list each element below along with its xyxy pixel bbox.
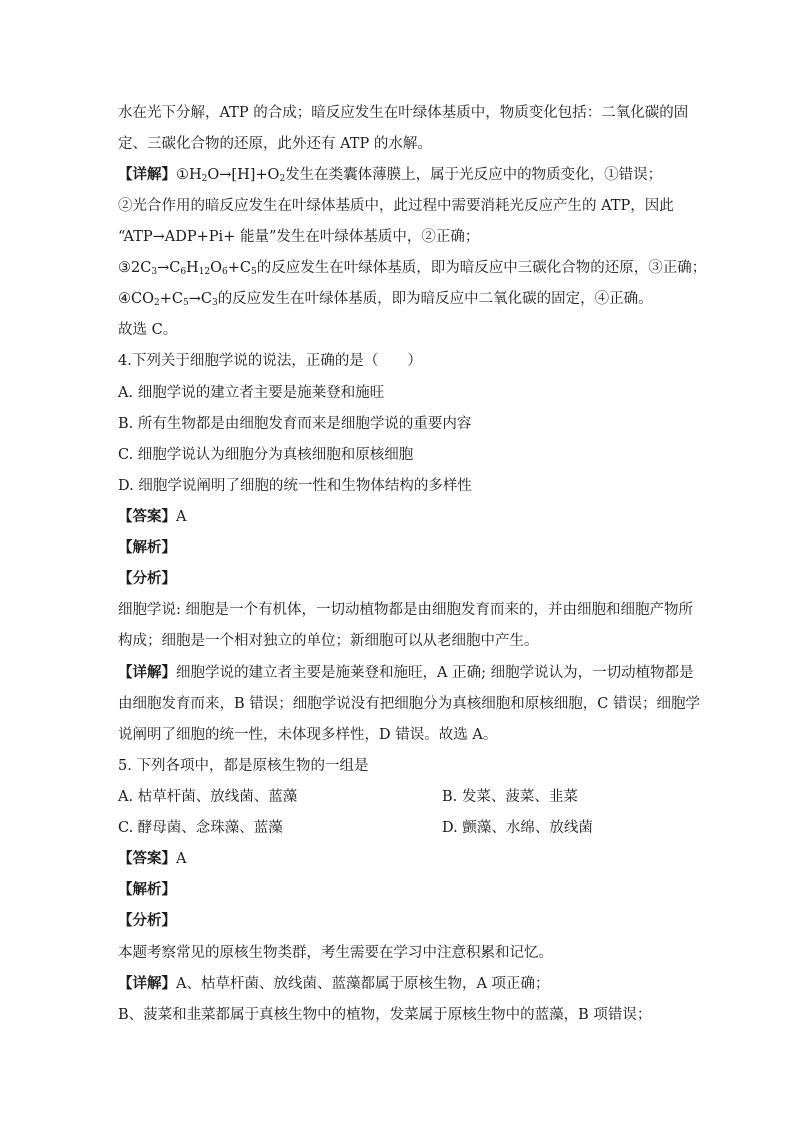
question-5: 5. 下列各项中，都是原核生物的一组是: [118, 758, 369, 774]
text-line: 构成；细胞是一个相对独立的单位；新细胞可以从老细胞中产生。: [118, 633, 539, 649]
formula-text: +C: [227, 260, 252, 276]
subscript: 3: [211, 298, 218, 308]
text-line: ②光合作用的暗反应发生在叶绿体基质中，此过程中需要消耗光反应产生的 ATP，因此: [118, 198, 674, 214]
formula-text: +C: [159, 291, 183, 307]
detail-tag: 【详解】: [118, 975, 176, 992]
answer-line: [118, 849, 186, 869]
text-line: 本题考察常见的原核生物类群，考生需要在学习中注意积累和记忆。: [118, 945, 553, 961]
text: A、枯草杆菌、放线菌、蓝藻都属于原核生物，A 项正确；: [176, 976, 550, 992]
fenxi-tag: 【分析】: [118, 570, 176, 587]
option-d: D. 细胞学说阐明了细胞的统一性和生物体结构的多样性: [118, 478, 472, 494]
option-a: A. 枯草杆菌、放线菌、蓝藻: [118, 789, 298, 805]
text: 发生在类囊体薄膜上，属于光反应中的物质变化，①错误；: [285, 167, 663, 183]
option-b: B. 发菜、菠菜、韭菜: [442, 789, 578, 805]
subscript: 6: [222, 267, 228, 277]
formula-line: [118, 289, 653, 309]
option-b: B. 所有生物都是由细胞发育而来是细胞学说的重要内容: [118, 416, 472, 432]
subscript: 5: [182, 298, 189, 308]
answer-tag: 【答案】: [118, 850, 176, 867]
subscript: 5: [251, 267, 257, 277]
answer-tag: 【答案】: [118, 508, 176, 525]
detail-tag: 【详解】: [118, 166, 176, 183]
subscript: 6: [180, 267, 187, 277]
text-line: “ATP→ADP+Pi+ 能量”发生在叶绿体基质中，②正确；: [118, 229, 480, 245]
subscript: 3: [151, 267, 158, 277]
subscript: 2: [201, 174, 208, 184]
formula-line: [118, 258, 706, 278]
formula-text: O→[H]+O: [207, 167, 280, 183]
text-line: 细胞学说: 细胞是一个有机体，一切动植物都是由细胞发育而来的，并由细胞和细胞产物所: [118, 602, 693, 618]
answer-line: [118, 507, 186, 527]
formula-text: →C: [157, 260, 181, 276]
formula-text: →C: [188, 291, 212, 307]
formula-text: ③2C: [118, 260, 152, 276]
analysis-tag: 【解析】: [118, 539, 176, 556]
text: 细胞学说的建立者主要是施莱登和施旺，A 正确; 细胞学说认为，一切动植物都是: [176, 665, 694, 681]
text-line: 说阐明了细胞的统一性，未体现多样性，D 错误。故选 A。: [118, 727, 498, 743]
subscript: 12: [198, 267, 211, 277]
analysis-tag: 【解析】: [118, 881, 176, 898]
option-d: D. 颤藻、水绵、放线菌: [442, 820, 593, 836]
fenxi-tag: 【分析】: [118, 912, 176, 929]
text: 的反应发生在叶绿体基质，即为暗反应中二氧化碳的固定，④正确。: [217, 291, 653, 307]
detail-line: [118, 165, 662, 185]
text-line: B、菠菜和韭菜都属于真核生物中的植物，发菜属于原核生物中的蓝藻，B 项错误；: [118, 1007, 652, 1023]
detail-line: [118, 663, 694, 683]
option-c: C. 细胞学说认为细胞分为真核细胞和原核细胞: [118, 447, 414, 463]
formula-text: O: [210, 260, 223, 276]
answer-value: A: [176, 509, 187, 525]
text-line: 定、三碳化合物的还原，此外还有 ATP 的水解。: [118, 136, 432, 152]
detail-tag: 【详解】: [118, 664, 176, 681]
detail-line: [118, 974, 550, 994]
text: 的反应发生在叶绿体基质，即为暗反应中三碳化合物的还原，③正确；: [256, 260, 707, 276]
answer-value: A: [176, 851, 187, 867]
text-line: 故选 C。: [118, 322, 178, 338]
option-a: A. 细胞学说的建立者主要是施莱登和施旺: [118, 385, 385, 401]
subscript: 2: [279, 174, 286, 184]
option-c: C. 酵母菌、念珠藻、蓝藻: [118, 820, 283, 836]
formula-text: ①H: [176, 167, 202, 183]
question-4: 4.下列关于细胞学说的说法，正确的是（ ）: [118, 353, 422, 369]
formula-text: ④CO: [118, 291, 154, 307]
subscript: 2: [153, 298, 160, 308]
formula-text: H: [186, 260, 199, 276]
text-line: 由细胞发育而来，B 错误；细胞学说没有把细胞分为真核细胞和原核细胞，C 错误；细胞学: [118, 696, 700, 712]
text-line: 水在光下分解，ATP 的合成；暗反应发生在叶绿体基质中，物质变化包括：二氧化碳的固: [118, 105, 689, 121]
